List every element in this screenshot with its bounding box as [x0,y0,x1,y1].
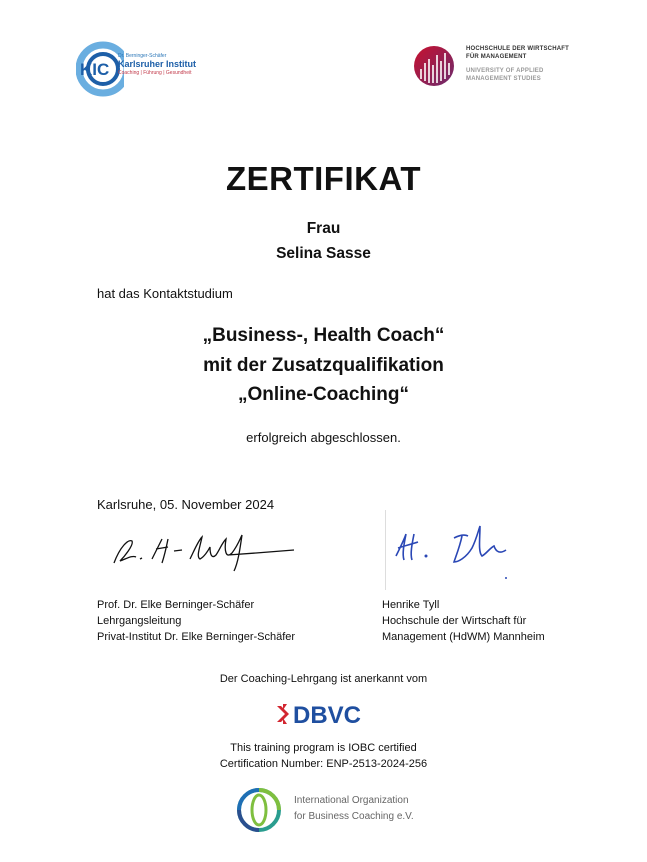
signature-left [110,525,300,575]
kic-mark-text: KIC [80,60,110,79]
program-line-1: „Business-, Health Coach“ [202,325,445,346]
intro-text: hat das Kontaktstudium [97,286,233,301]
dbvc-logo [273,700,377,728]
signatory-left [97,597,295,645]
signatory-right-name: Henrike Tyll [382,599,440,611]
signatory-left-role: Lehrgangsleitung [97,615,182,627]
program-line-3: „Online-Coaching“ [238,384,409,405]
iobc-logo-mark [236,787,282,833]
program-line-2: mit der Zusatzqualifikation [203,355,444,376]
signatory-right-org-line-1: Hochschule der Wirtschaft für [382,615,527,627]
hdwm-logo-mark [413,45,455,87]
hdwm-line-4: MANAGEMENT STUDIES [466,76,541,82]
hdwm-line-3: UNIVERSITY OF APPLIED [466,68,544,74]
kic-small-line: Dr. Berninger-Schäfer [118,53,167,59]
recognition-text: Der Coaching-Lehrgang ist anerkannt vom [219,673,428,685]
place-date: Karlsruhe, 05. November 2024 [97,497,275,512]
iobc-name-line-1: International Organization [294,795,409,806]
hdwm-line-2: FÜR MANAGEMENT [466,54,527,60]
completion-text: erfolgreich abgeschlossen. [246,430,401,445]
kic-logo [76,40,216,98]
hdwm-line-1: HOCHSCHULE DER WIRTSCHAFT [466,46,569,52]
recipient-salutation: Frau [306,220,341,237]
dbvc-logo-text: DBVC [293,702,362,728]
certification-number: Certification Number: ENP-2513-2024-256 [219,758,428,770]
recipient-name: Selina Sasse [276,245,371,262]
signatory-left-org: Privat-Institut Dr. Elke Berninger-Schäfer [97,631,296,643]
iobc-name-line-2: for Business Coaching e.V. [294,811,414,822]
signatory-right-org-line-2: Management (HdWM) Mannheim [382,631,545,643]
kic-logo-mark [76,40,124,98]
signature-right [382,512,522,582]
kic-title: Karlsruher Institut [118,59,197,69]
signatory-left-name: Prof. Dr. Elke Berninger-Schäfer [97,599,255,611]
iobc-certified-text: This training program is IOBC certified [230,742,417,754]
kic-subtitle: Coaching | Führung | Gesundheit [118,70,192,76]
signatory-right [382,597,545,645]
certificate-title: ZERTIFIKAT [225,160,422,197]
